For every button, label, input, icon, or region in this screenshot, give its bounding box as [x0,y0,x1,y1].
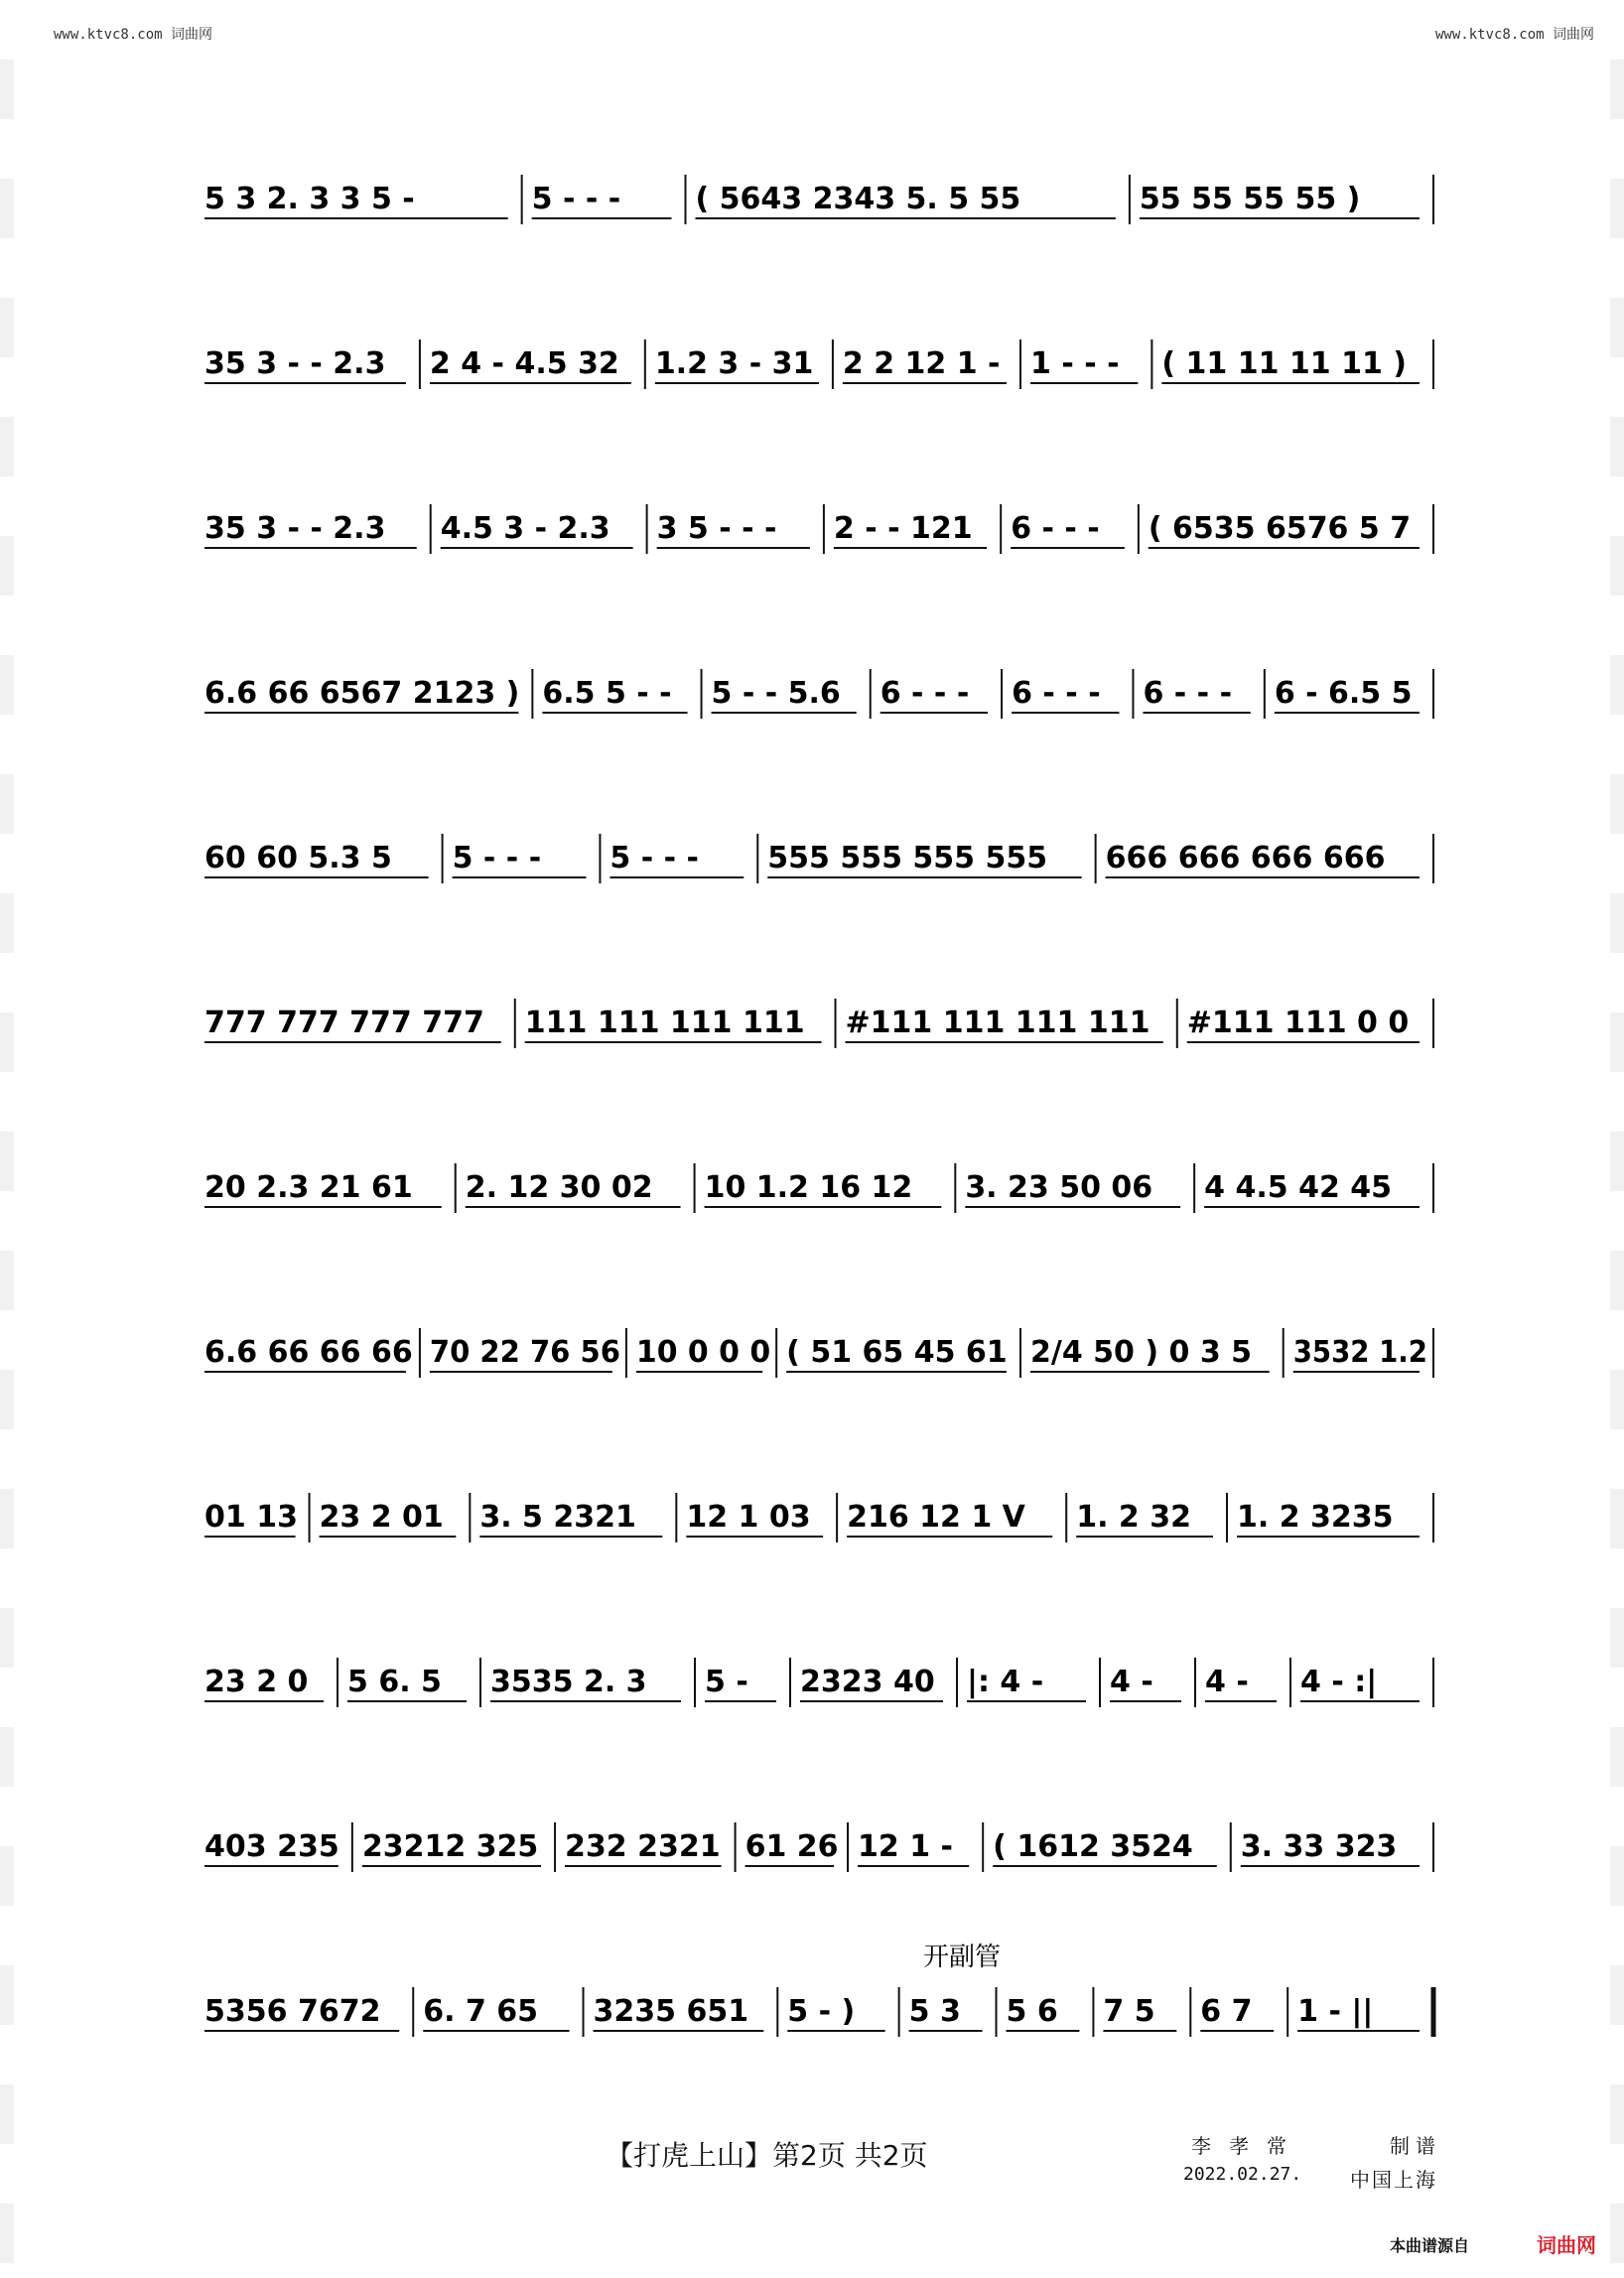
measure-notes: 3. 5 2321 [479,1500,636,1535]
measure-notes: 23 2 0 [204,1665,309,1699]
measure-notes: 6 - - - [1143,676,1233,711]
measure-notes: 5 6 [1006,1994,1058,2029]
measure-notes: 555 555 555 555 [767,841,1048,875]
measure-notes: 4.5 3 - 2.3 [440,511,610,546]
source-site-logo: 词曲网 [1537,2233,1596,2257]
measure-notes: 5 - - - [452,841,542,875]
measure-notes: 5 6. 5 [347,1665,442,1699]
measure-notes: 6. 7 65 [423,1994,539,2029]
arranger-role: 制谱 [1390,2134,1441,2158]
measure-notes: 6 - 6.5 5 [1274,676,1413,711]
measure-notes: 1 - || [1297,1994,1374,2029]
measure-notes: 2/4 50 ) 0 3 5 [1030,1335,1253,1370]
measure-notes: 23212 325 [361,1829,539,1864]
measure-notes: 4 4.5 42 45 [1204,1170,1393,1205]
measure-notes: 7 5 [1103,1994,1155,2029]
measure-notes: 5 3 2. 3 3 5 - [204,182,415,216]
measure-notes: 4 - [1205,1665,1249,1699]
measure-notes: 3532 1.2 [1292,1335,1427,1370]
measure-notes: 10 0 0 0 [635,1335,771,1370]
measure-notes: 1.2 3 - 31 [654,346,814,381]
measure-notes: 403 235 [204,1829,339,1864]
measure-notes: 2323 40 [800,1665,935,1699]
measure-notes: 5 - - - [531,182,621,216]
measure-notes: #111 111 111 111 [845,1005,1150,1040]
measure-notes: #111 111 0 0 [1186,1005,1410,1040]
measure-notes: 23 2 01 [319,1500,444,1535]
measure-notes: 2. 12 30 02 [465,1170,653,1205]
measure-notes: ( 11 11 11 11 ) [1161,346,1408,381]
measure-notes: 3 5 - - - [656,511,777,546]
site-label-right: www.ktvc8.com 词曲网 [1434,27,1594,43]
measure-notes: 6.6 66 66 66 [204,1335,413,1370]
measure-notes: 3535 2. 3 [490,1665,647,1699]
measure-notes: 01 13 [204,1500,298,1535]
measure-notes: 2 2 12 1 - [842,346,1001,381]
measure-notes: 35 3 - - 2.3 [204,511,386,546]
arranger-name: 李孝常 [1191,2134,1304,2158]
measure-notes: 4 - [1110,1665,1153,1699]
measure-notes: 6 - - - [1011,511,1100,546]
measure-notes: 1. 2 3235 [1237,1500,1394,1535]
measure-notes: 5 - ) [787,1994,856,2029]
measure-notes: 12 1 - [858,1829,954,1864]
measure-notes: 20 2.3 21 61 [204,1170,413,1205]
measure-notes: 1 - - - [1030,346,1120,381]
measure-notes: 4 - :| [1300,1665,1378,1699]
measure-notes: 777 777 777 777 [204,1005,484,1040]
measure-notes: ( 6535 6576 5 7 [1148,511,1412,546]
measure-notes: 5 - [705,1665,748,1699]
measure-notes: 61 26 [744,1829,839,1864]
measure-notes: 5356 7672 [204,1994,381,2029]
measure-notes: 111 111 111 111 [524,1005,805,1040]
measure-notes: 6.6 66 6567 2123 ) [204,676,520,711]
measure-notes: 35 3 - - 2.3 [204,346,386,381]
measure-notes: 5 - - 5.6 [711,676,841,711]
measure-notes: 6 7 [1200,1994,1253,2029]
measure-notes: |: 4 - [967,1665,1044,1699]
measure-notes: 232 2321 [565,1829,721,1864]
measure-notes: 12 1 03 [686,1500,811,1535]
source-label: 本曲谱源自 [1390,2236,1470,2255]
measure-notes: ( 1612 3524 [993,1829,1193,1864]
page-footer-title: 【打虎上山】第2页 共2页 [606,2139,928,2172]
measure-notes: 10 1.2 16 12 [704,1170,913,1205]
measure-notes: 3. 33 323 [1240,1829,1398,1864]
measure-notes: 5 - - - [609,841,699,875]
performance-marking: 开副管 [923,1943,1002,1972]
measure-notes: 3235 651 [593,1994,749,2029]
measure-notes: 6 - - - [1012,676,1101,711]
arrangement-place: 中国上海 [1350,2168,1437,2192]
measure-notes: 216 12 1 V [847,1500,1025,1535]
measure-notes: 5 3 [908,1994,961,2029]
measure-notes: 55 55 55 55 ) [1139,182,1361,216]
measure-notes: 60 60 5.3 5 [204,841,392,875]
measure-notes: 3. 23 50 06 [965,1170,1153,1205]
measure-notes: 1. 2 32 [1076,1500,1192,1535]
measure-notes: ( 5643 2343 5. 5 55 [695,182,1021,216]
measure-notes: 2 - - 121 [833,511,973,546]
measure-notes: 2 4 - 4.5 32 [429,346,619,381]
site-label-left: www.ktvc8.com 词曲网 [54,27,213,43]
measure-notes: 6 - - - [880,676,970,711]
measure-notes: 666 666 666 666 [1105,841,1386,875]
arrangement-date: 2022.02.27. [1183,2164,1302,2185]
measure-notes: 6.5 5 - - [542,676,672,711]
measure-notes: ( 51 65 45 61 [786,1335,1008,1370]
measure-notes: 70 22 76 56 [429,1335,620,1370]
